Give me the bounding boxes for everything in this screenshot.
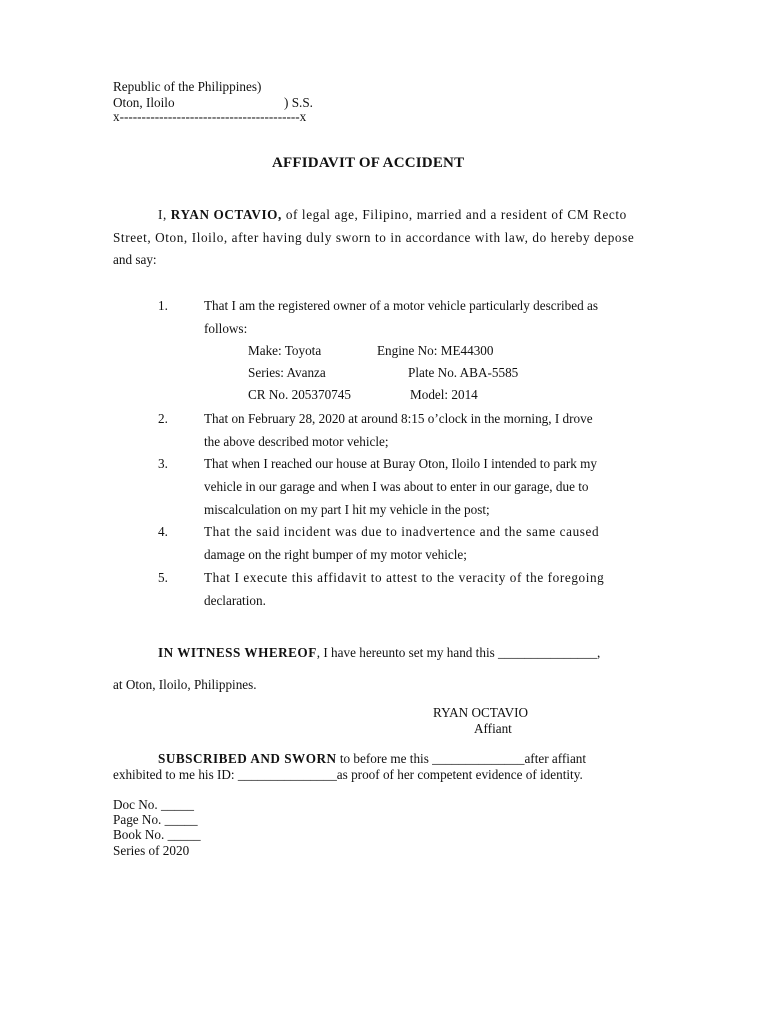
vehicle-make: Make: Toyota [248,343,322,358]
item-2-line-2: the above described motor vehicle; [204,434,389,449]
document-title: AFFIDAVIT OF ACCIDENT [272,155,465,171]
vehicle-series: Series: Avanza [248,365,326,380]
subscribed-line-1: SUBSCRIBED AND SWORN to before me this ______________after affiant [158,751,587,766]
series-of: Series of 2020 [113,843,190,858]
vehicle-cr: CR No. 205370745 [248,387,351,402]
item-3-line-2: vehicle in our garage and when I was about to enter in our garage, due to [204,479,589,494]
caption-divider: x-----------------------------------------x [113,109,307,124]
item-1-line-2: follows: [204,321,248,336]
item-4-number: 4. [158,524,168,539]
item-5-number: 5. [158,570,168,585]
page-no: Page No. _____ [113,812,198,827]
item-3-number: 3. [158,456,168,471]
intro-line-1: I, RYAN OCTAVIO, of legal age, Filipino, married and a resident of CM Recto [158,207,627,222]
item-3-line-3: miscalculation on my part I hit my vehicle in the post; [204,502,490,517]
affiant-name: RYAN OCTAVIO [433,705,529,720]
vehicle-plate: Plate No. ABA-5585 [408,365,519,380]
item-5-line-2: declaration. [204,593,266,608]
book-no: Book No. _____ [113,827,201,842]
caption-place: Oton, Iloilo [113,95,175,110]
item-2-number: 2. [158,411,168,426]
caption-republic: Republic of the Philippines) [113,79,262,94]
item-4-line-1: That the said incident was due to inadvertence and the same caused [204,524,600,539]
witness-heading: IN WITNESS WHEREOF [158,645,317,660]
caption-ss: ) S.S. [284,95,313,110]
vehicle-engine: Engine No: ME44300 [377,343,494,358]
doc-no: Doc No. _____ [113,797,194,812]
intro-line-3: and say: [113,252,157,267]
subscribed-heading: SUBSCRIBED AND SWORN [158,751,337,766]
vehicle-model: Model: 2014 [410,387,478,402]
item-4-line-2: damage on the right bumper of my motor vehicle; [204,547,467,562]
item-1-number: 1. [158,298,168,313]
item-5-line-1: That I execute this affidavit to attest to the veracity of the foregoing [204,570,605,585]
witness-line-1: IN WITNESS WHEREOF, I have hereunto set my hand this _______________, [158,645,601,660]
intro-line-2: Street, Oton, Iloilo, after having duly sworn to in accordance with law, do hereby depose [113,230,635,245]
item-1-line-1: That I am the registered owner of a motor vehicle particularly described as [204,298,598,313]
affiant-name-inline: RYAN OCTAVIO, [170,207,282,222]
subscribed-line-2: exhibited to me his ID: _______________as proof of her competent evidence of identity. [113,767,583,782]
affiant-role: Affiant [474,721,512,736]
item-3-line-1: That when I reached our house at Buray Oton, Iloilo I intended to park my [204,456,597,471]
item-2-line-1: That on February 28, 2020 at around 8:15 o’clock in the morning, I drove [204,411,593,426]
witness-line-2: at Oton, Iloilo, Philippines. [113,677,257,692]
